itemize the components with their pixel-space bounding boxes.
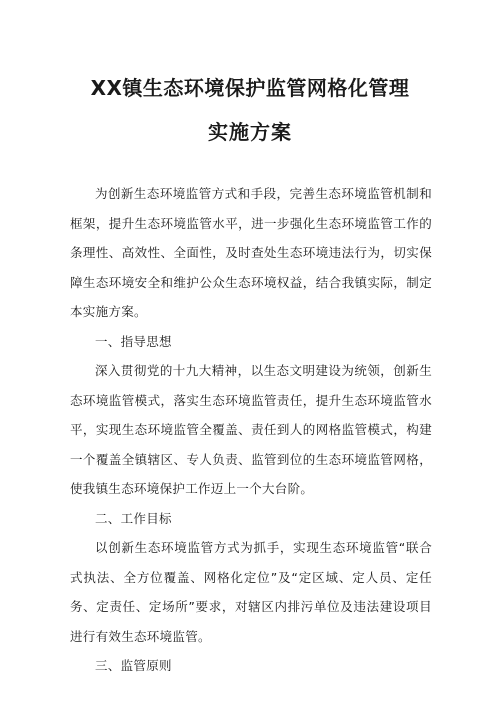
section-heading-supervision-principles: 三、监管原则 <box>95 658 172 673</box>
document-body <box>70 179 432 681</box>
intro-paragraph: 为创新生态环境监管方式和手段，完善生态环境监管机制和框架，提升生态环境监管水平，进一步强化生态环境监管工作的条理性、高效性、全面性，及时查处生态环境违法行为，切实保障生态环境安全和维护公众生态环境权益，结合我镇实际，制定本实施方案。 <box>70 186 432 319</box>
document-title-line1: XX镇生态环境保护监管网格化管理 <box>90 76 410 100</box>
section-heading-work-goals: 二、工作目标 <box>95 510 172 526</box>
section-body-work-goals: 以创新生态环境监管方式为抓手，实现生态环境监管“联合式执法、全方位覆盖、网格化定位”及“定区域、定人员、定任务、定责任、定场所”要求，对辖区内排污单位及违法建设项目进行有效生态环境监管。 <box>70 540 432 644</box>
document-title-line2: 实施方案 <box>208 120 292 144</box>
section-body-guiding-ideology: 深入贯彻党的十九大精神，以生态文明建设为统领，创新生态环境监管模式，落实生态环境监管责任，提升生态环境监管水平，实现生态环境监管全覆盖、责任到人的网格监管模式，构建一个覆盖全镇辖区、专人负责、监管到位的生态环境监管网格，使我镇生态环境保护工作迈上一个大台阶。 <box>70 363 432 496</box>
section-heading-guiding-ideology: 一、指导思想 <box>95 333 172 349</box>
